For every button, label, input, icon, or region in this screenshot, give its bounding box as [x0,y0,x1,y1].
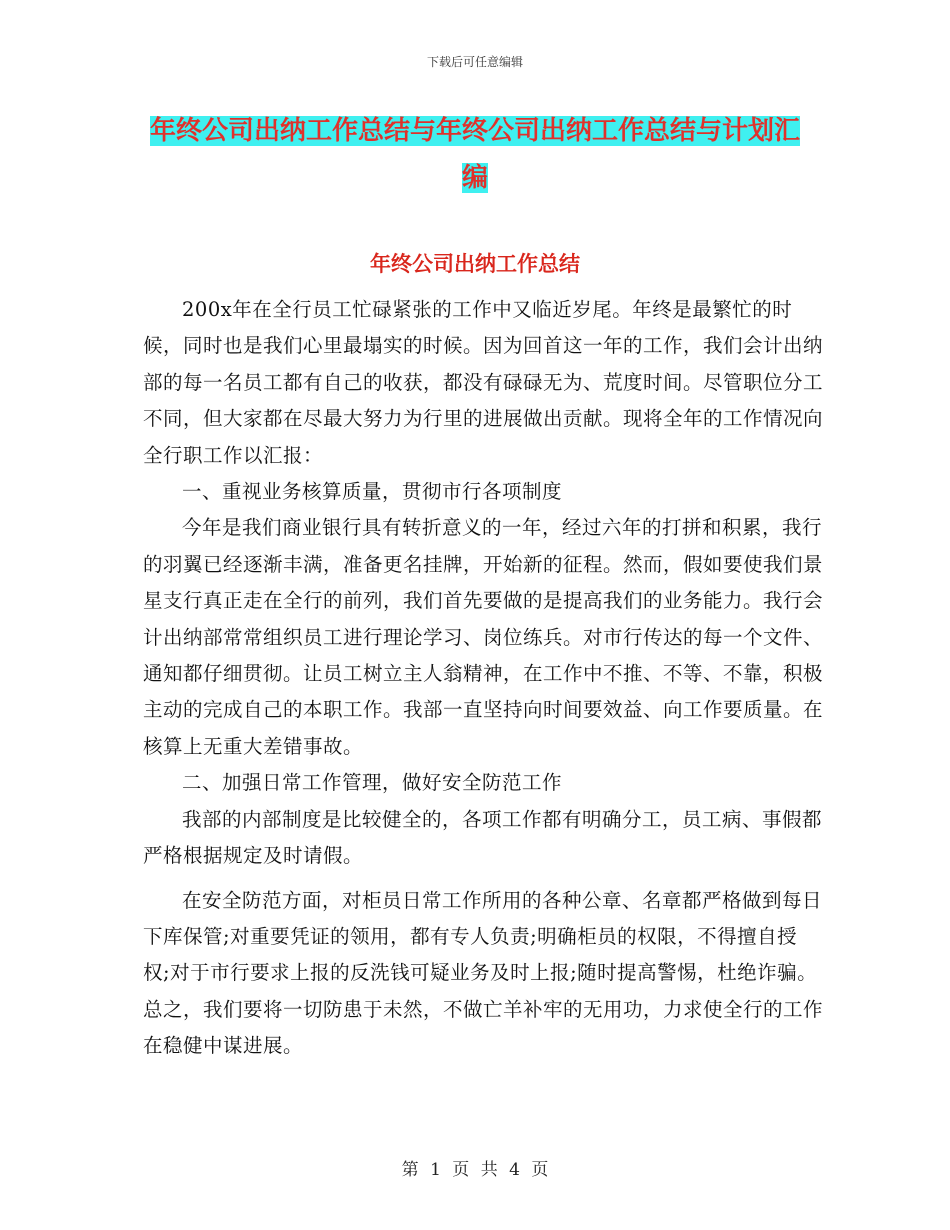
section-title: 年终公司出纳工作总结 [370,252,580,276]
document-body [143,292,823,1065]
document-title [150,108,800,202]
paragraph-2: 我部的内部制度是比较健全的，各项工作都有明确分工，员工病、事假都严格根据规定及时请假。 [143,807,823,868]
paragraph-3: 在安全防范方面，对柜员日常工作所用的各种公章、名章都严格做到每日下库保管;对重要凭证的领用，都有专人负责;明确柜员的权限，不得擅自授权;对于市行要求上报的反洗钱可疑业务及时上报;随时提高警惕，杜绝诈骗。总之，我们要将一切防患于未然，不做亡羊补牢的无用功，力求使全行的工作在稳健中谋进展。 [143,888,824,1058]
subheading-1: 一、重视业务核算质量，贯彻市行各项制度 [182,480,563,504]
header-note: 下载后可任意编辑 [426,55,523,69]
page-number: 第 1 页 共 4 页 [401,1160,549,1180]
subheading-2: 二、加强日常工作管理，做好安全防范工作 [182,771,563,795]
paragraph-1: 今年是我们商业银行具有转折意义的一年，经过六年的打拼和积累，我行的羽翼已经逐渐丰满，准备更名挂牌，开始新的征程。然而，假如要使我们景星支行真正走在全行的前列，我们首先要做的是提高我们的业务能力。我行会计出纳部常常组织员工进行理论学习、岗位练兵。对市行传达的每一个文件、通知都仔细贯彻。让员工树立主人翁精神，在工作中不推、不等、不靠，积极主动的完成自己的本职工作。我部一直坚持向时间要效益、向工作要质量。在核算上无重大差错事故。 [143,516,824,758]
document-title-text: 年终公司出纳工作总结与年终公司出纳工作总结与计划汇编 [150,116,801,193]
paragraph-intro: 200x年在全行员工忙碌紧张的工作中又临近岁尾。年终是最繁忙的时候，同时也是我们心里最塌实的时候。因为回首这一年的工作，我们会计出纳部的每一名员工都有自己的收获，都没有碌碌无为、荒度时间。尽管职位分工不同，但大家都在尽最大努力为行里的进展做出贡献。现将全年的工作情况向全行职工作以汇报： [143,298,824,467]
